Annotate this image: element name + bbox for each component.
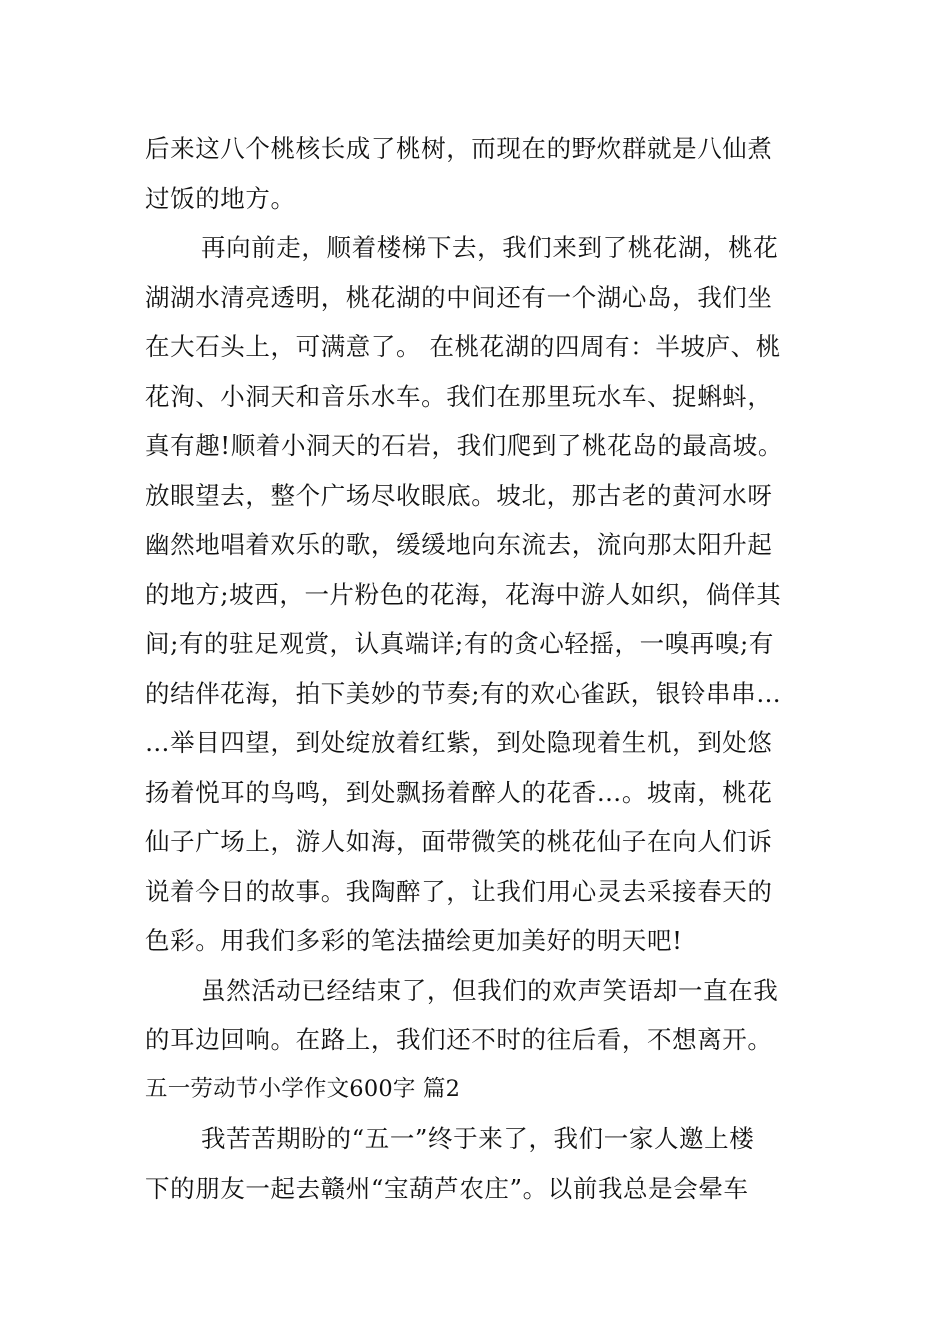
text-line: 下的朋友一起去赣州“宝葫芦农庄”。以前我总是会晕车 [145,1173,749,1203]
text-line: 的结伴花海，拍下美妙的节奏;有的欢心雀跃，银铃串串… [145,678,782,708]
text-line: 我苦苦期盼的“五一”终于来了，我们一家人邀上楼 [201,1124,755,1153]
text-line: 仙子广场上，游人如海，面带微笑的桃花仙子在向人们诉 [145,827,773,856]
text-line: 说着今日的故事。我陶醉了，让我们用心灵去采接春天的 [145,876,773,906]
text-line: 放眼望去，整个广场尽收眼底。坡北，那古老的黄河水呀 [145,480,773,510]
text-line: 色彩。用我们多彩的笔法描绘更加美好的明天吧! [145,926,683,955]
text-line: 的耳边回响。在路上，我们还不时的往后看，不想离开。 [145,1025,773,1054]
text-line: 间;有的驻足观赏，认真端详;有的贪心轻摇，一嗅再嗅;有 [145,629,774,658]
text-line: 花洵、小洞天和音乐水车。我们在那里玩水车、捉蝌蚪， [145,381,773,411]
text-line: 后来这八个桃核长成了桃树，而现在的野炊群就是八仙煮 [145,134,773,163]
document-body [145,124,815,1213]
text-line: 幽然地唱着欢乐的歌，缓缓地向东流去，流向那太阳升起 [145,530,773,559]
text-line: 虽然活动已经结束了，但我们的欢声笑语却一直在我 [201,975,779,1005]
text-line: 扬着悦耳的鸟鸣，到处飘扬着醉人的花香…。坡南，桃花 [145,777,773,807]
text-line: 真有趣!顺着小洞天的石岩，我们爬到了桃花岛的最高坡。 [145,431,783,460]
text-line: 再向前走，顺着楼梯下去，我们来到了桃花湖，桃花 [201,233,779,262]
text-line: …举目四望，到处绽放着红紫，到处隐现着生机，到处悠 [145,728,773,757]
section-heading: 五一劳动节小学作文600字 篇2 [145,1075,461,1102]
text-line: 过饭的地方。 [145,183,296,213]
text-line: 在大石头上，可满意了。 在桃花湖的四周有：半坡庐、桃 [145,332,781,361]
text-line: 的地方;坡西，一片粉色的花海，花海中游人如织，倘佯其 [145,579,782,609]
text-line: 湖湖水清亮透明，桃花湖的中间还有一个湖心岛，我们坐 [145,282,773,312]
